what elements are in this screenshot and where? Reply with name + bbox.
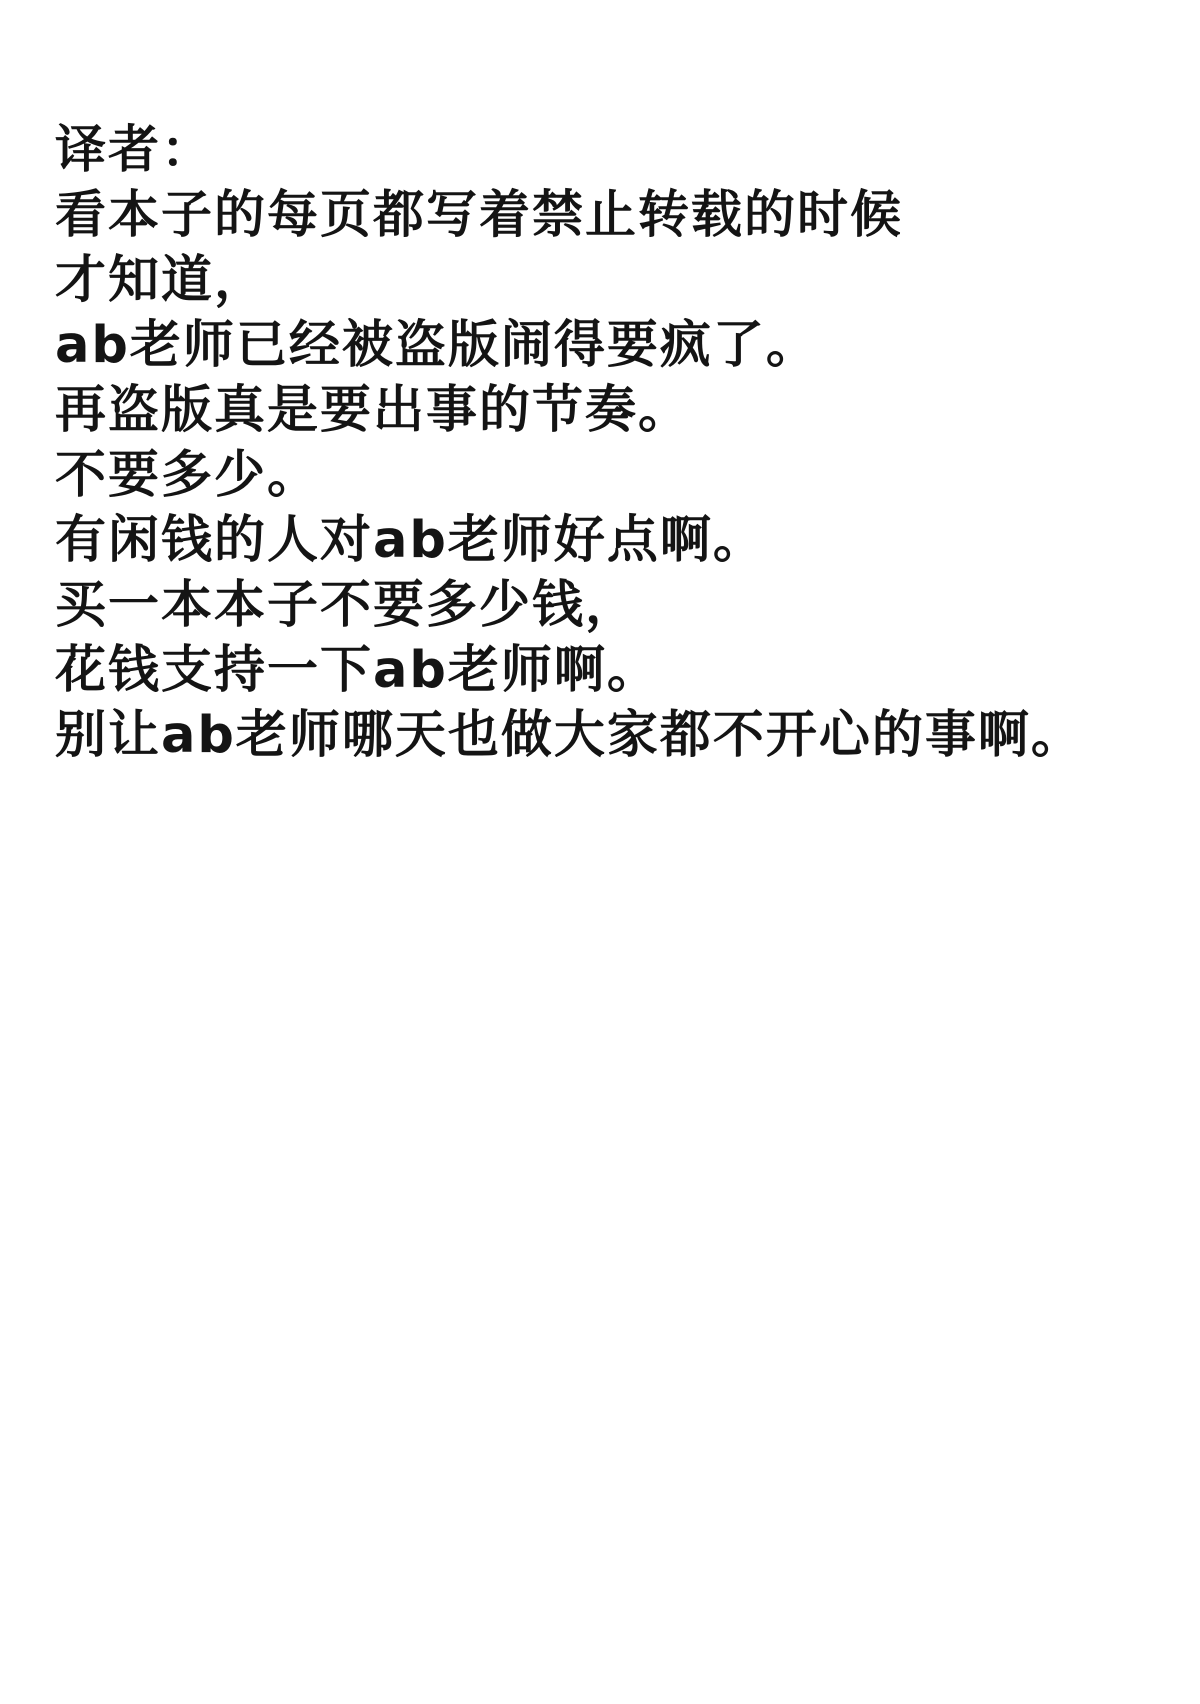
text-line: 别让ab老师哪天也做大家都不开心的事啊。	[55, 706, 1084, 765]
text-line: 买一本本子不要多少钱，	[55, 576, 639, 635]
text-line: 有闲钱的人对ab老师好点啊。	[55, 511, 766, 570]
text-line: 花钱支持一下ab老师啊。	[55, 641, 660, 700]
note-text-block	[55, 118, 1145, 768]
text-line: 才知道，	[55, 251, 268, 310]
text-line: 再盗版真是要出事的节奏。	[55, 381, 692, 440]
text-line: 看本子的每页都写着禁止转载的时候	[55, 186, 904, 245]
text-line: 不要多少。	[55, 446, 321, 505]
text-line: ab老师已经被盗版闹得要疯了。	[55, 316, 819, 375]
text-line-translator-label: 译者：	[55, 121, 215, 180]
